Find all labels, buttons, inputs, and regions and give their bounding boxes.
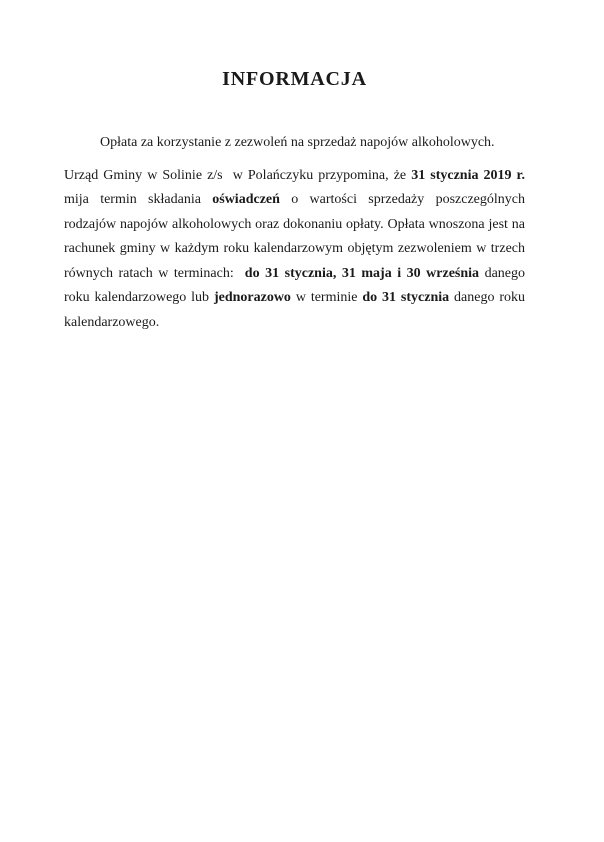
document-body-paragraph	[64, 164, 525, 336]
text-run: jednorazowo	[213, 290, 291, 305]
text-run: 31 stycznia 2019 r.	[411, 167, 525, 183]
text-run: Urząd Gminy w Solinie z/s w Polańczyku przypomina, że	[64, 167, 412, 183]
text-run: danego roku kalendarzowego lub	[64, 265, 525, 305]
text-run: oświadczeń	[212, 192, 280, 207]
document-subtitle: Opłata za korzystanie z zezwoleń na sprzedaż napojów alkoholowych.	[100, 135, 495, 150]
text-run: danego roku kalendarzowego.	[64, 290, 525, 330]
text-run: mija termin składania	[64, 192, 213, 207]
text-run: do 31 stycznia	[362, 290, 450, 305]
text-run: o wartości sprzedaży poszczególnych rodzajów napojów alkoholowych oraz dokonaniu opłaty. Opłata wnoszona jest na rachunek gminy w każdym roku kalendarzowym objętym zezwoleniem w trzech równych ratach w terminach:	[64, 192, 525, 281]
document-title: INFORMACJA	[222, 68, 367, 90]
text-run: do 31 stycznia, 31 maja i 30 września	[244, 265, 480, 281]
text-run: w terminie	[290, 290, 363, 305]
